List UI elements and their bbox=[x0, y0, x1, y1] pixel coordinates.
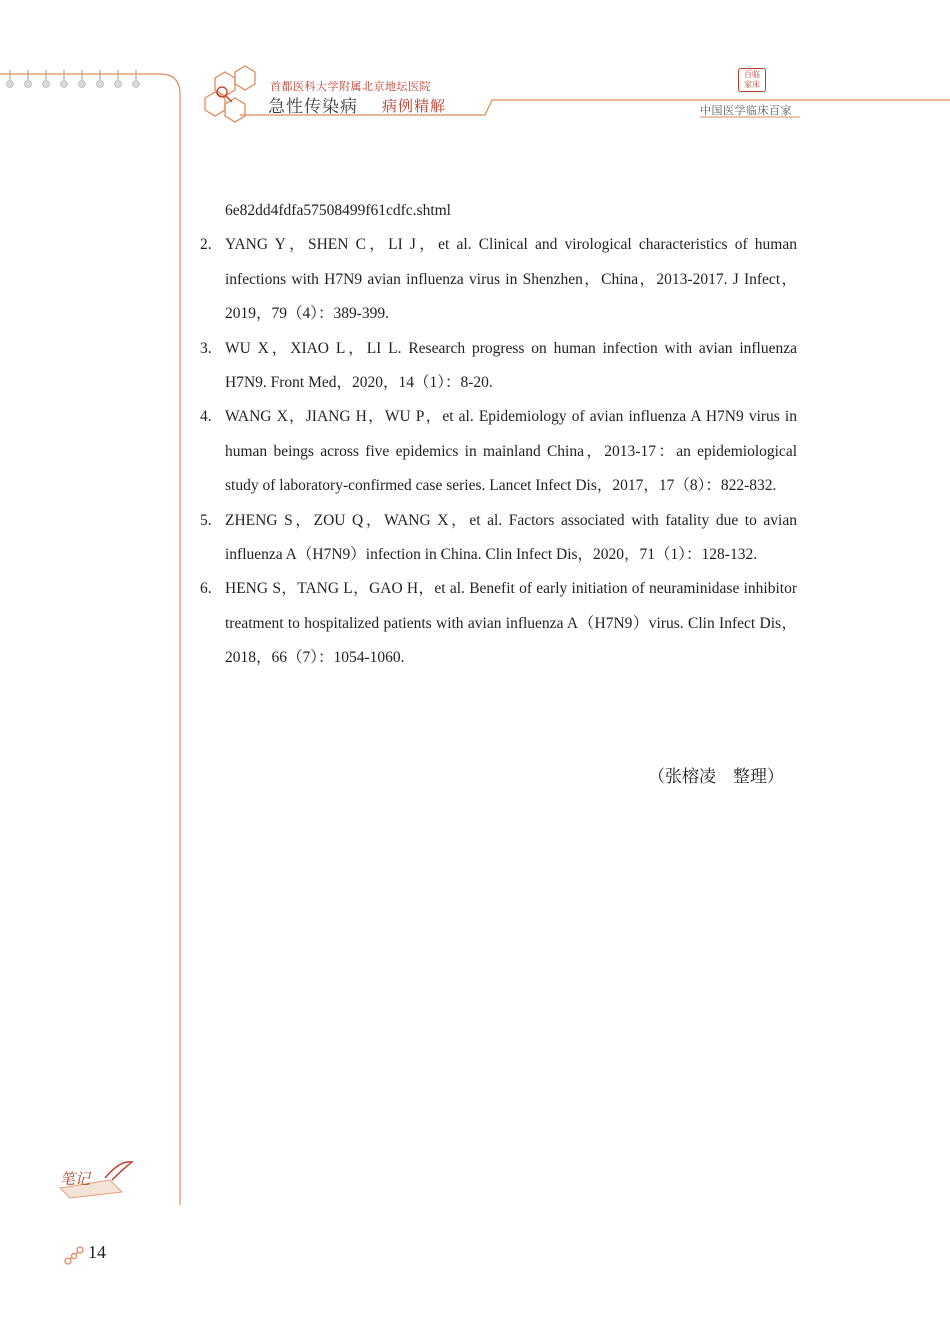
molecule-icon bbox=[65, 1247, 83, 1264]
notes-label: 笔记 bbox=[60, 1170, 91, 1188]
hexagon-logo-icon bbox=[205, 66, 255, 122]
reference-text: ZHENG S，ZOU Q，WANG X，et al. Factors associated with fatality due to avian influenza A（H7N9）infection in China. Clin Infect Dis，2020，71（1）：128-132. bbox=[225, 511, 797, 564]
reference-item bbox=[200, 572, 797, 675]
reference-text: WU X，XIAO L，LI L. Research progress on human infection with avian influenza H7N9. Front Med，2020，14（1）：8-20. bbox=[225, 339, 797, 392]
reference-text: HENG S，TANG L，GAO H，et al. Benefit of early initiation of neuraminidase inhibitor treatment to hospitalized patients with avian influenza A（H7N9）virus. Clin Infect Dis，2018，66（7）：1054-1060. bbox=[225, 580, 797, 667]
reference-list bbox=[200, 194, 797, 676]
reference-number: 3. bbox=[200, 339, 212, 357]
reference-text: YANG Y，SHEN C，LI J，et al. Clinical and virological characteristics of human infections with H7N9 avian influenza virus in Shenzhen，China，2013-2017. J Infect，2019，79（4）：389-399. bbox=[225, 236, 797, 323]
series-seal: 百临 家床 bbox=[738, 68, 766, 92]
reference-item bbox=[200, 332, 797, 401]
hospital-name: 首都医科大学附属北京地坛医院 bbox=[270, 80, 431, 93]
reference-number: 6. bbox=[200, 580, 212, 598]
compiler-signature: （张榕凌 整理） bbox=[648, 767, 784, 787]
book-title: 急性传染病 bbox=[268, 97, 358, 117]
reference-number: 2. bbox=[200, 236, 212, 254]
reference-number: 5. bbox=[200, 511, 212, 529]
margin-line bbox=[0, 74, 180, 1205]
reference-number: 4. bbox=[200, 408, 212, 426]
reference-item bbox=[200, 400, 797, 503]
reference-text: WANG X，JIANG H，WU P，et al. Epidemiology of avian influenza A H7N9 virus in human beings across five epidemics in mainland China，2013-17：an epidemiological study of laboratory-confirmed case series. Lancet Infect Dis，2017，17（8）：822-832. bbox=[225, 408, 797, 495]
book-subtitle: 病例精解 bbox=[382, 97, 447, 115]
reference-continuation: 6e82dd4fdfa57508499f61cdfc.shtml bbox=[225, 202, 451, 219]
notes-logo-icon bbox=[50, 1158, 135, 1198]
series-name: 中国医学临床百家 bbox=[700, 104, 792, 117]
page-number: 14 bbox=[88, 1242, 106, 1262]
binding-holes bbox=[7, 81, 140, 88]
reference-item bbox=[200, 228, 797, 331]
reference-item bbox=[200, 504, 797, 573]
